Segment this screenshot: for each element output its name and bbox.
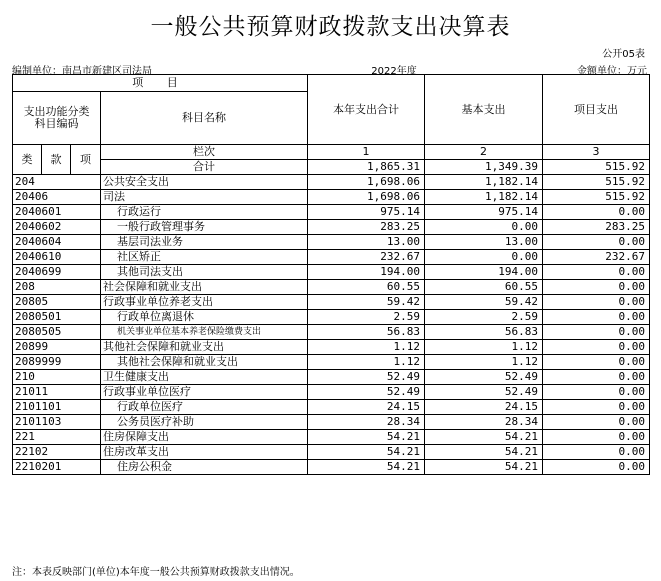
row-project: 232.67 [543,250,650,265]
row-code: 2080505 [13,325,101,340]
row-project: 0.00 [543,280,650,295]
row-project: 0.00 [543,235,650,250]
table-row [13,430,650,445]
table-row [13,355,650,370]
table-row [13,415,650,430]
amount-unit: 金额单位：万元 [577,66,647,77]
row-total: 13.00 [308,235,425,250]
row-basic: 2.59 [425,310,543,325]
row-code: 210 [13,370,101,385]
header-subject-name: 科目名称 [101,92,308,145]
row-project: 515.92 [543,175,650,190]
row-total: 54.21 [308,430,425,445]
total-row-project: 515.92 [543,160,650,175]
table-row [13,265,650,280]
row-basic: 54.21 [425,430,543,445]
row-subject-name: 社区矫正 [101,250,308,265]
row-subject-name: 公务员医疗补助 [101,415,308,430]
table-row [13,235,650,250]
row-subject-name: 一般行政管理事务 [101,220,308,235]
row-total: 52.49 [308,385,425,400]
row-basic: 13.00 [425,235,543,250]
row-total: 60.55 [308,280,425,295]
row-subject-name: 住房保障支出 [101,430,308,445]
row-subject-name: 行政单位离退休 [101,310,308,325]
row-basic: 54.21 [425,445,543,460]
row-project: 283.25 [543,220,650,235]
table-row [13,340,650,355]
row-code: 204 [13,175,101,190]
row-total: 194.00 [308,265,425,280]
row-code: 208 [13,280,101,295]
row-subject-name: 其他社会保障和就业支出 [101,340,308,355]
row-basic: 1.12 [425,340,543,355]
row-code: 2040699 [13,265,101,280]
col-index-1: 1 [308,145,425,160]
row-subject-name: 行政运行 [101,205,308,220]
row-code: 20406 [13,190,101,205]
row-basic: 1,182.14 [425,175,543,190]
row-basic: 1.12 [425,355,543,370]
row-subject-name: 司法 [101,190,308,205]
row-code: 221 [13,430,101,445]
header-kuan: 款 [42,145,71,175]
row-subject-name: 行政事业单位养老支出 [101,295,308,310]
total-row-total: 1,865.31 [308,160,425,175]
row-total: 28.34 [308,415,425,430]
total-row-label: 合计 [101,160,308,175]
row-basic: 24.15 [425,400,543,415]
row-basic: 975.14 [425,205,543,220]
row-code: 2040602 [13,220,101,235]
header-lei: 类 [13,145,42,175]
row-project: 0.00 [543,370,650,385]
row-code: 2080501 [13,310,101,325]
row-total: 59.42 [308,295,425,310]
row-project: 0.00 [543,355,650,370]
table-row [13,400,650,415]
row-code: 2040604 [13,235,101,250]
row-code: 22102 [13,445,101,460]
row-basic: 54.21 [425,460,543,475]
row-project: 0.00 [543,460,650,475]
row-subject-name: 社会保障和就业支出 [101,280,308,295]
row-project: 515.92 [543,190,650,205]
header-xiang: 项 [71,145,101,175]
header-xiangmu: 项 目 [13,75,308,92]
reporting-unit: 编制单位：南昌市新建区司法局 [12,66,152,77]
table-row [13,205,650,220]
row-total: 1.12 [308,355,425,370]
row-basic: 194.00 [425,265,543,280]
row-basic: 52.49 [425,370,543,385]
row-project: 0.00 [543,400,650,415]
row-project: 0.00 [543,340,650,355]
table-row [13,310,650,325]
table-row [13,385,650,400]
row-basic: 0.00 [425,220,543,235]
row-project: 0.00 [543,415,650,430]
row-total: 24.15 [308,400,425,415]
header-total: 本年支出合计 [308,75,425,145]
row-subject-name: 行政单位医疗 [101,400,308,415]
row-basic: 1,182.14 [425,190,543,205]
row-subject-name: 卫生健康支出 [101,370,308,385]
table-row [13,190,650,205]
table-row [13,220,650,235]
row-basic: 60.55 [425,280,543,295]
table-row [13,250,650,265]
row-code: 2210201 [13,460,101,475]
header-project: 项目支出 [543,75,650,145]
row-basic: 28.34 [425,415,543,430]
table-row [13,370,650,385]
row-subject-name: 行政事业单位医疗 [101,385,308,400]
row-basic: 0.00 [425,250,543,265]
form-code: 公开05表 [602,49,645,60]
table-row [13,460,650,475]
row-project: 0.00 [543,385,650,400]
row-code: 2089999 [13,355,101,370]
row-project: 0.00 [543,310,650,325]
report-year: 2022年度 [371,66,417,77]
row-code: 20899 [13,340,101,355]
row-code: 2040601 [13,205,101,220]
row-total: 54.21 [308,460,425,475]
row-basic: 56.83 [425,325,543,340]
row-basic: 59.42 [425,295,543,310]
table-row [13,295,650,310]
row-subject-name: 公共安全支出 [101,175,308,190]
row-project: 0.00 [543,205,650,220]
row-total: 2.59 [308,310,425,325]
expenditure-table [12,74,650,475]
row-total: 52.49 [308,370,425,385]
header-lanci: 栏次 [101,145,308,160]
row-subject-name: 住房公积金 [101,460,308,475]
header-func-code: 支出功能分类 科目编码 [13,92,101,145]
row-project: 0.00 [543,265,650,280]
col-index-3: 3 [543,145,650,160]
row-code: 20805 [13,295,101,310]
row-code: 2040610 [13,250,101,265]
table-row [13,175,650,190]
row-subject-name: 住房改革支出 [101,445,308,460]
page-title: 一般公共预算财政拨款支出决算表 [150,14,511,40]
row-subject-name: 机关事业单位基本养老保险缴费支出 [101,325,308,340]
row-project: 0.00 [543,325,650,340]
table-row [13,325,650,340]
row-basic: 52.49 [425,385,543,400]
row-subject-name: 其他社会保障和就业支出 [101,355,308,370]
row-code: 21011 [13,385,101,400]
table-row [13,280,650,295]
row-code: 2101103 [13,415,101,430]
row-subject-name: 其他司法支出 [101,265,308,280]
row-total: 1.12 [308,340,425,355]
row-project: 0.00 [543,295,650,310]
col-index-2: 2 [425,145,543,160]
row-code: 2101101 [13,400,101,415]
row-total: 1,698.06 [308,175,425,190]
row-subject-name: 基层司法业务 [101,235,308,250]
row-total: 56.83 [308,325,425,340]
row-total: 975.14 [308,205,425,220]
row-total: 283.25 [308,220,425,235]
row-project: 0.00 [543,430,650,445]
table-row [13,445,650,460]
row-total: 54.21 [308,445,425,460]
row-total: 1,698.06 [308,190,425,205]
row-project: 0.00 [543,445,650,460]
total-row-basic: 1,349.39 [425,160,543,175]
row-total: 232.67 [308,250,425,265]
header-basic: 基本支出 [425,75,543,145]
footnote: 注：本表反映部门(单位)本年度一般公共预算财政拨款支出情况。 [12,567,300,578]
